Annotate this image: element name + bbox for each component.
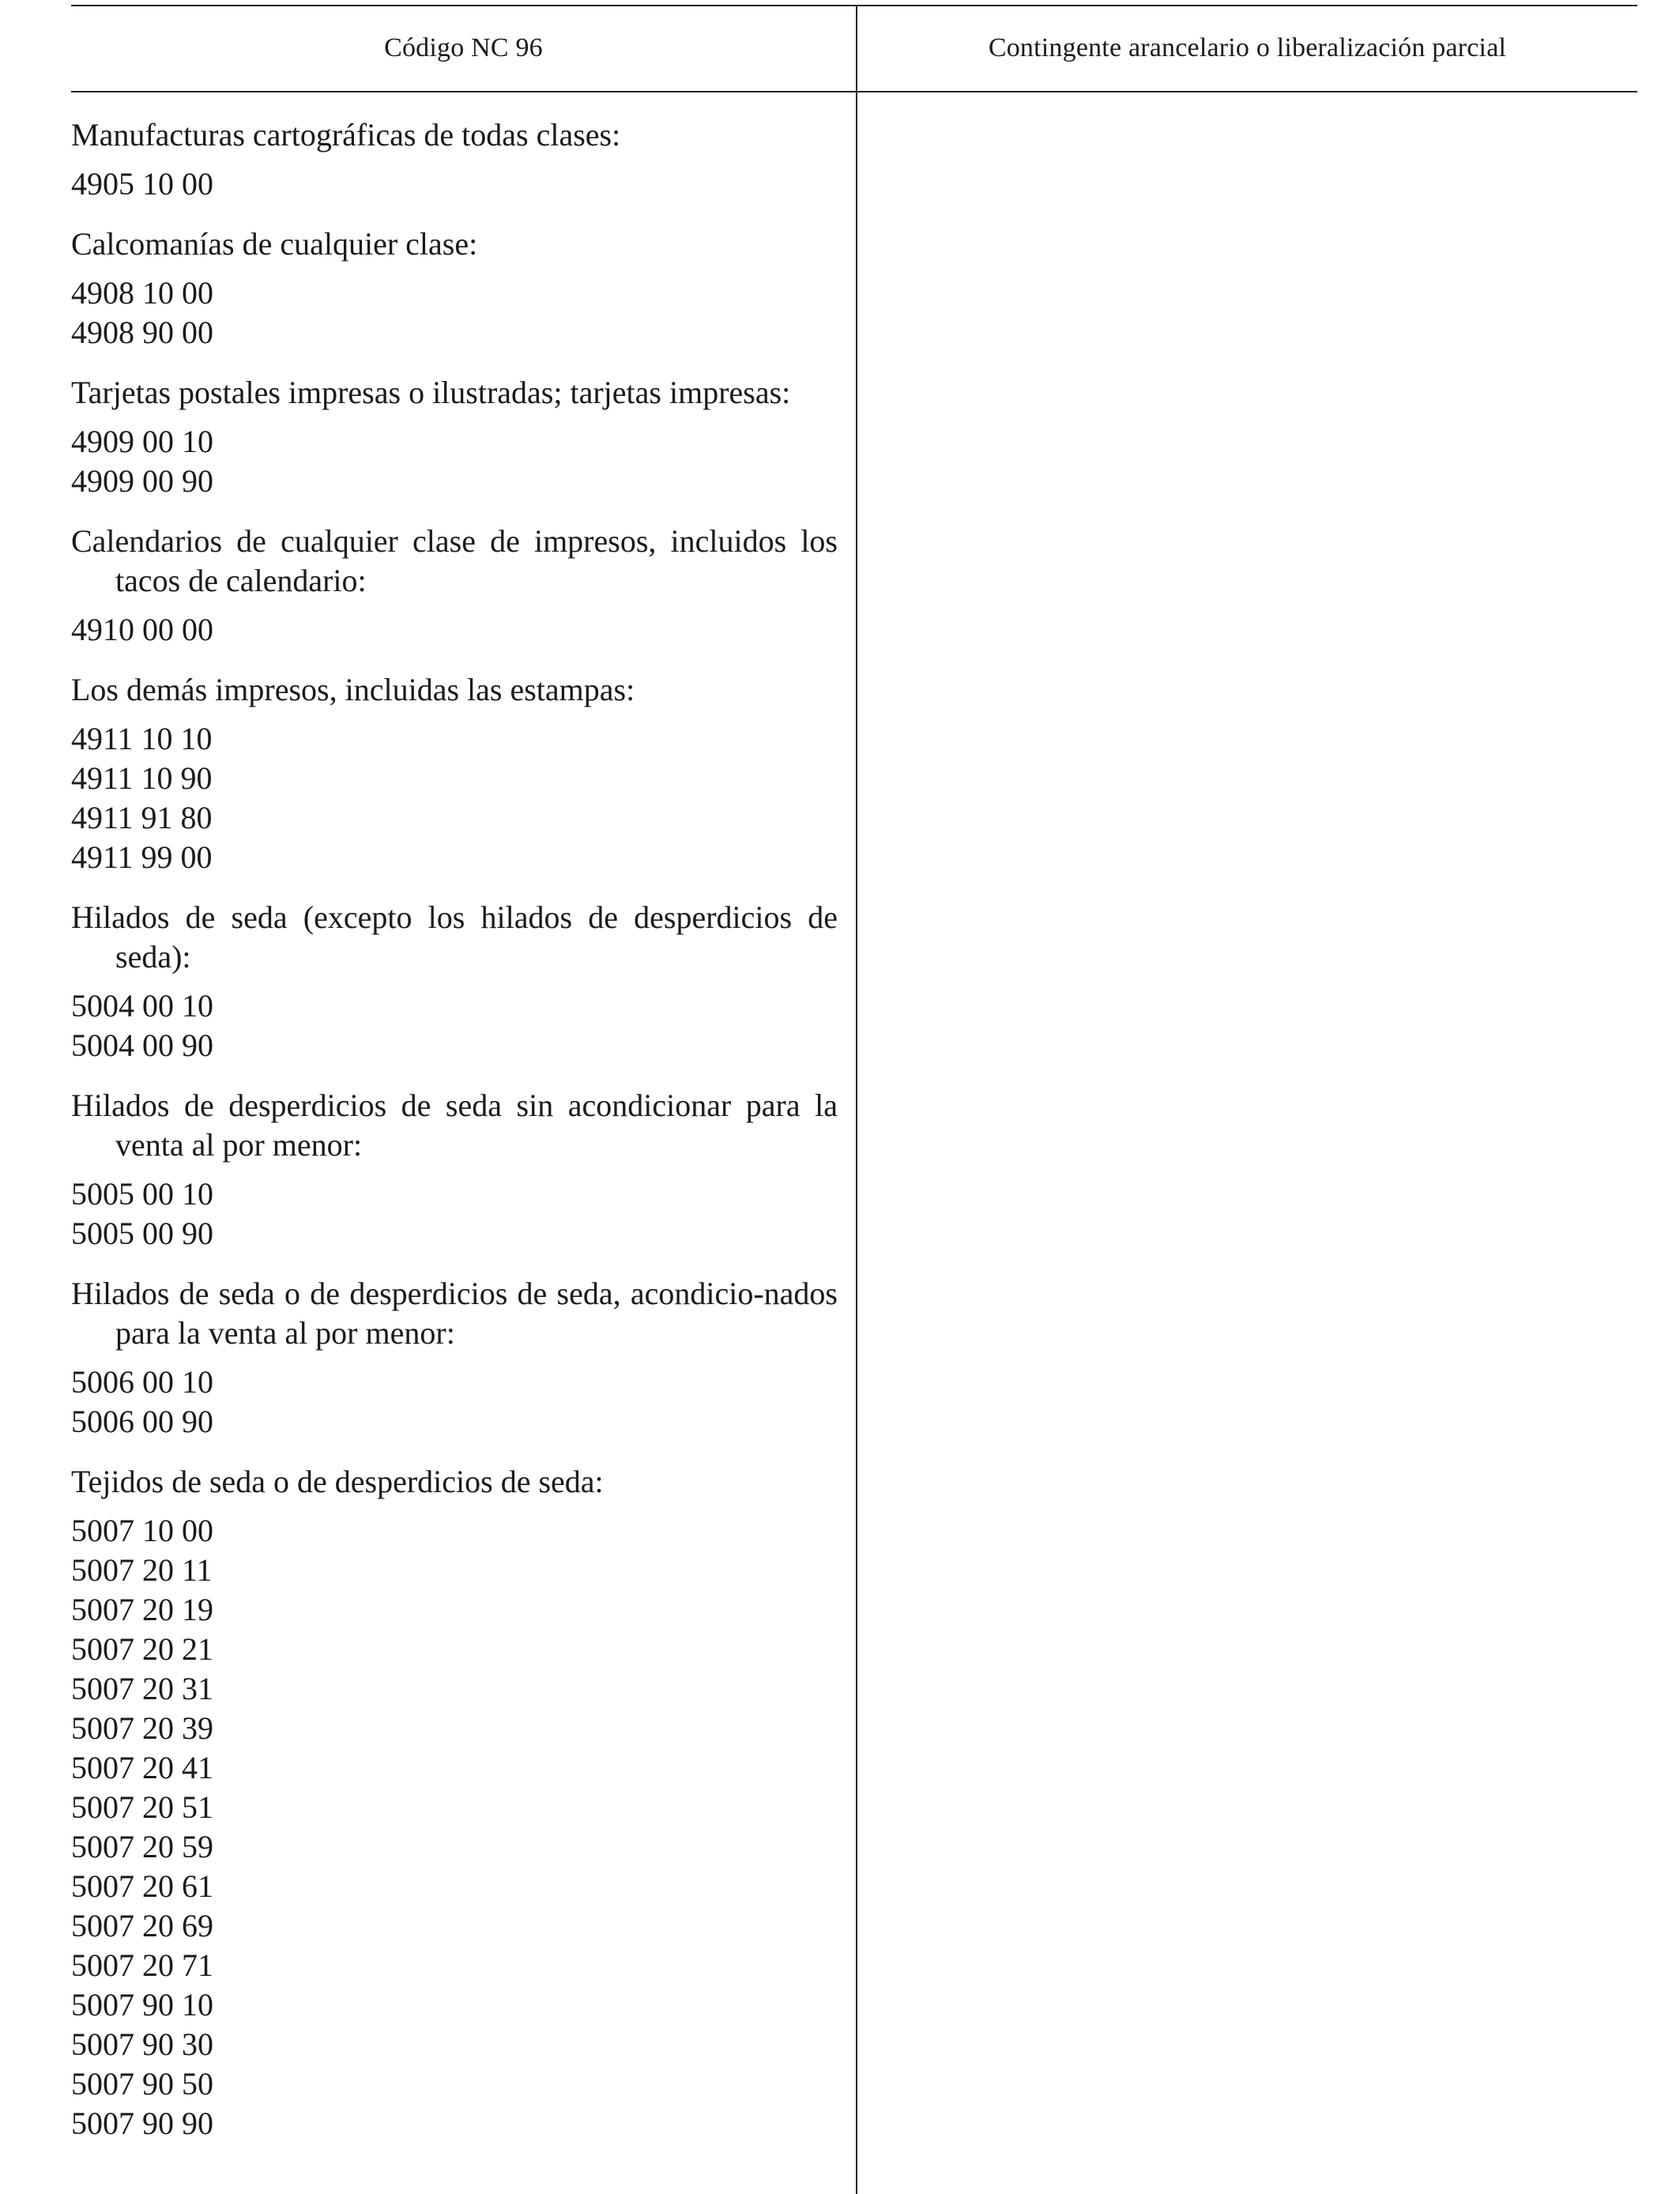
header-code: Código NC 96 (384, 32, 543, 62)
nc-code: 5006 00 90 (71, 1404, 213, 1439)
nc-code: 5007 90 90 (71, 2105, 213, 2141)
nc-code: 5007 10 00 (71, 1513, 213, 1548)
code-group (71, 898, 838, 1065)
nc-code: 5005 00 10 (71, 1176, 213, 1212)
code-group (71, 670, 838, 877)
nc-code: 5007 20 51 (71, 1789, 213, 1825)
nc-code: 5004 00 10 (71, 988, 213, 1023)
nc-code: 4911 99 00 (71, 839, 213, 875)
nc-code: 5005 00 90 (71, 1216, 213, 1251)
nc-code: 4911 10 10 (71, 721, 213, 756)
group-heading: Hilados de seda o de desperdicios de seda, acondicio-nados para la venta al por menor: (71, 1276, 838, 1351)
group-heading: Calcomanías de cualquier clase: (71, 226, 478, 262)
nc-code: 5004 00 90 (71, 1027, 213, 1063)
code-group (71, 373, 838, 501)
nc-code: 5007 20 31 (71, 1671, 213, 1706)
code-group (71, 1274, 838, 1442)
nc-code: 5007 20 11 (71, 1552, 213, 1588)
group-heading: Hilados de desperdicios de seda sin acondicionar para la venta al por menor: (71, 1088, 838, 1163)
nc-code: 5007 90 50 (71, 2066, 213, 2102)
code-group (71, 224, 838, 352)
nc-code: 5007 20 71 (71, 1947, 213, 1983)
code-column (71, 115, 838, 2164)
nc-code: 5007 20 19 (71, 1592, 213, 1627)
nc-code: 4908 90 00 (71, 315, 213, 350)
nc-code: 5007 20 21 (71, 1631, 213, 1667)
code-group (71, 522, 838, 650)
nc-code: 5007 20 59 (71, 1829, 213, 1864)
nc-code: 4909 00 90 (71, 463, 213, 499)
nc-code: 5007 20 69 (71, 1908, 213, 1943)
code-group (71, 115, 838, 204)
group-heading: Los demás impresos, incluidas las estampas: (71, 672, 635, 707)
nc-code: 5007 90 10 (71, 1987, 213, 2022)
nc-code: 4905 10 00 (71, 166, 213, 202)
group-heading: Tejidos de seda o de desperdicios de seda: (71, 1464, 604, 1499)
header-bottom-rule (71, 91, 1637, 92)
nc-code: 4908 10 00 (71, 275, 213, 311)
nc-code: 5007 20 61 (71, 1868, 213, 1904)
nc-code: 5007 90 30 (71, 2026, 213, 2062)
group-heading: Hilados de seda (excepto los hilados de desperdicios de seda): (71, 899, 838, 974)
group-heading: Tarjetas postales impresas o ilustradas; tarjetas impresas: (71, 375, 791, 410)
column-divider (856, 5, 857, 2194)
code-group (71, 1086, 838, 1253)
tariff-table (71, 5, 1637, 2194)
group-heading: Manufacturas cartográficas de todas clases: (71, 117, 621, 153)
nc-code: 4910 00 00 (71, 612, 213, 647)
header-quota: Contingente arancelario o liberalización parcial (988, 32, 1507, 62)
nc-code: 4911 91 80 (71, 800, 213, 835)
nc-code: 5006 00 10 (71, 1364, 213, 1400)
nc-code: 5007 20 41 (71, 1750, 213, 1785)
nc-code: 5007 20 39 (71, 1710, 213, 1746)
nc-code: 4909 00 10 (71, 424, 213, 459)
group-heading: Calendarios de cualquier clase de impresos, incluidos los tacos de calendario: (71, 523, 838, 598)
code-group (71, 1462, 838, 2143)
nc-code: 4911 10 90 (71, 760, 213, 796)
